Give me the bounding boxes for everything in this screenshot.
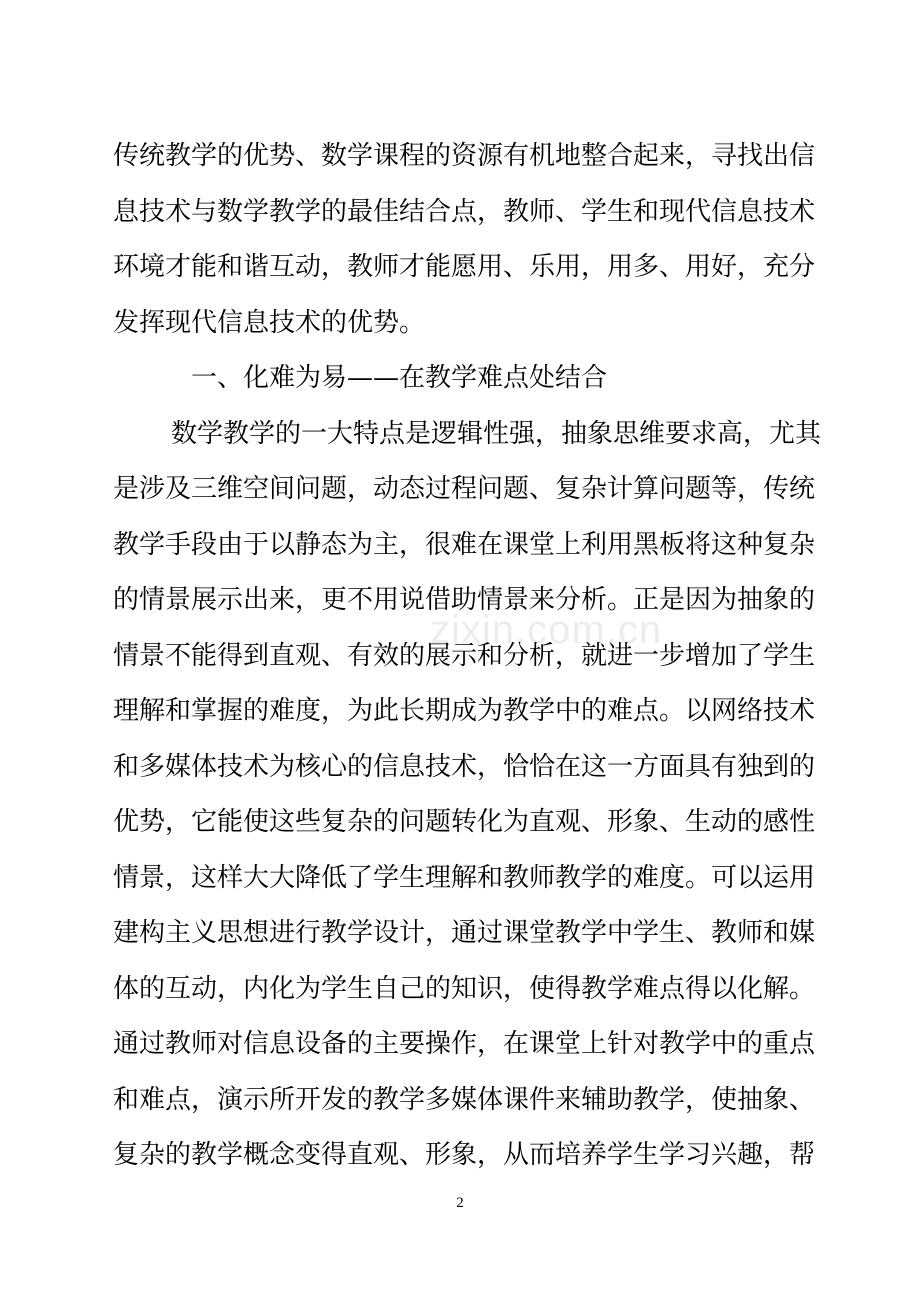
- text-line: 通过教师对信息设备的主要操作，在课堂上针对教学中的重点: [113, 1029, 816, 1059]
- text-line: 情景，这样大大降低了学生理解和教师教学的难度。可以运用: [113, 862, 816, 893]
- text-line: 的情景展示出来，更不用说借助情景来分析。正是因为抽象的: [113, 585, 816, 615]
- page-number: 2: [456, 1195, 464, 1211]
- text-line: 和难点，演示所开发的教学多媒体课件来辅助教学，使抽象、: [113, 1084, 816, 1115]
- text-line: 息技术与数学教学的最佳结合点，教师、学生和现代信息技术: [113, 196, 816, 227]
- text-line: 和多媒体技术为核心的信息技术，恰恰在这一方面具有独到的: [113, 751, 816, 782]
- text-line: 建构主义思想进行教学设计，通过课堂教学中学生、教师和媒: [113, 918, 816, 948]
- watermark: zixin.com.cn: [430, 608, 663, 652]
- text-line: 教学手段由于以静态为主，很难在课堂上利用黑板将这种复杂: [113, 529, 816, 560]
- text-line: 复杂的教学概念变得直观、形象，从而培养学生学习兴趣，帮: [113, 1140, 816, 1170]
- text-line: 数学教学的一大特点是逻辑性强，抽象思维要求高，尤其: [171, 418, 822, 449]
- text-line: 情景不能得到直观、有效的展示和分析，就进一步增加了学生: [113, 640, 816, 671]
- section-heading: 一、化难为易——在教学难点处结合: [191, 363, 608, 393]
- text-line: 理解和掌握的难度，为此长期成为教学中的难点。以网络技术: [113, 696, 816, 726]
- text-line: 传统教学的优势、数学课程的资源有机地整合起来，寻找出信: [113, 141, 816, 171]
- body-text: [113, 129, 822, 1184]
- text-line: 是涉及三维空间问题，动态过程问题、复杂计算问题等，传统: [113, 474, 816, 504]
- text-line: 体的互动，内化为学生自己的知识，使得教学难点得以化解。: [113, 973, 816, 1004]
- text-line: 环境才能和谐互动，教师才能愿用、乐用，用多、用好，充分: [113, 252, 816, 282]
- text-line: 发挥现代信息技术的优势。: [113, 307, 426, 338]
- text-line: 优势，它能使这些复杂的问题转化为直观、形象、生动的感性: [113, 807, 816, 837]
